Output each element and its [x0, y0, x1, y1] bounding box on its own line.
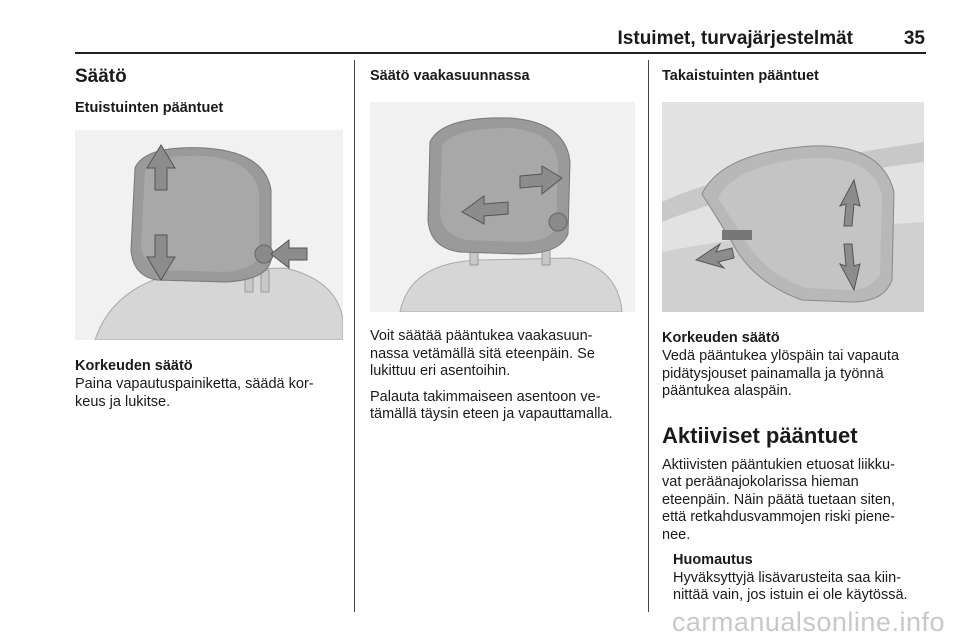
- caption-title: Korkeuden säätö: [662, 330, 780, 346]
- note-box: [662, 552, 927, 605]
- note-text: Hyväksyttyjä lisävarusteita saa kiin- nittää vain, jos istuin ei ole käytössä.: [673, 569, 908, 603]
- header-title: Istuimet, turvajärjestelmät: [617, 28, 853, 49]
- subheading-rear-headrests: Takaistuinten pääntuet: [662, 68, 819, 84]
- watermark: carmanualsonline.info: [671, 607, 945, 637]
- subheading-horizontal-adjust: Säätö vaakasuunnassa: [370, 68, 530, 84]
- note-title: Huomautus: [673, 552, 753, 568]
- horizontal-adjust-illustration: [370, 102, 635, 312]
- front-headrest-height-illustration: [75, 130, 343, 340]
- caption-text: Vedä pääntukea ylöspäin tai vapauta pidätysjouset painamalla ja työnnä pääntukea alaspäin.: [662, 348, 900, 399]
- page-number: 35: [903, 28, 925, 49]
- rear-headrest-illustration: [662, 102, 924, 312]
- page-header: [75, 22, 925, 50]
- paragraph-2: Palauta takimmaiseen asentoon ve- tämällä täysin eteen ja vapauttamalla.: [370, 388, 613, 422]
- column-divider-2: [648, 60, 649, 612]
- active-headrests-heading: Aktiiviset pääntuet: [662, 422, 858, 448]
- caption-title: Korkeuden säätö: [75, 358, 193, 374]
- column-divider-1: [354, 60, 355, 612]
- header-rule: [75, 52, 926, 54]
- column-right: [662, 60, 927, 613]
- column-left: [75, 60, 343, 419]
- paragraph-1: Voit säätää pääntukea vaakasuun- nassa vetämällä sitä eteenpäin. Se lukittuu eri asentoihin.: [370, 328, 595, 379]
- active-headrests-body: Aktiivisten pääntukien etuosat liikku- vat peräänajokolarissa hieman eteenpäin. Näin päätä tuetaan siten, että retkahdusvammojen riski piene- nee.: [662, 456, 895, 543]
- column-middle: [370, 60, 635, 432]
- section-title: Säätö: [75, 66, 127, 87]
- subheading-front-headrests: Etuistuinten pääntuet: [75, 100, 224, 116]
- caption-text: Paina vapautuspainiketta, säädä kor- keus ja lukitse.: [75, 376, 314, 410]
